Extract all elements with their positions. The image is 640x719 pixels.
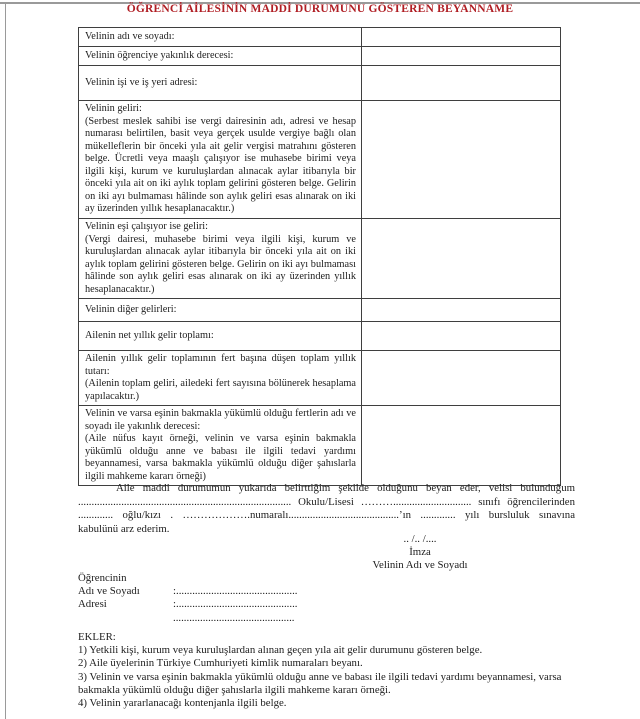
spouse-income-label-cell (79, 219, 362, 299)
row-label: Velinin ve varsa eşinin bakmakla yükümlü olduğu fertlerin adı ve soyadı ile yakınlık derecesi: (85, 408, 356, 432)
net-annual-income-value-cell (362, 322, 561, 351)
table-row (79, 406, 561, 486)
student-name-blank: :............................................. (173, 585, 298, 598)
net-annual-income-label-cell (79, 322, 362, 351)
guardian-income-label-cell (79, 101, 362, 219)
student-address-row (78, 598, 378, 611)
guardian-name-signature-label: Velinin Adı ve Soyadı (372, 559, 468, 571)
declaration-line-school-blank: ............................................................................... Okulu/Lisesi ………............................. sınıfı öğrencilerinden (78, 495, 575, 508)
job-address-value-cell (362, 66, 561, 101)
signature-block (310, 533, 530, 572)
row-label: Velinin eşi çalışıyor ise geliri: (85, 221, 208, 232)
per-capita-income-value-cell (362, 351, 561, 406)
table-row (79, 351, 561, 406)
student-name-label: Adı ve Soyadı (78, 585, 140, 598)
student-address-blank2: ............................................. (173, 611, 295, 624)
signature-label: İmza (409, 546, 431, 558)
table-row (79, 322, 561, 351)
row-description: (Serbest meslek sahibi ise vergi dairesinin adı, adresi ve hesap numarası belirtilen, basit veya gerçek usulde vergiye bağlı olan mükelleflerin bir önceki yıla ait gelir vergisi matrahını gösteren belge. Ücretli veya maaşlı çalışıyor ise muhasebe birimi veya ilgili kişi, kurum ve kuruluşlardan alınacak aylar itibarıyla bir önceki yıla ait on iki aylık toplam gelirini gösteren belge. Gelirin on iki ayı bulmaması hâlinde son aylık geliri esas alınarak on iki ay üzerinden yıllık hesaplanacaktır.) (85, 115, 356, 215)
page-title: ÖĞRENCİ AİLESİNİN MADDİ DURUMUNU GÖSTEREN BEYANNAME (126, 3, 514, 15)
relation-degree-label-cell (79, 47, 362, 66)
student-name-row (78, 585, 378, 598)
student-address-label: Adresi (78, 598, 107, 611)
job-address-label-cell (79, 66, 362, 101)
student-heading: Öğrencinin (78, 572, 127, 584)
table-row (79, 66, 561, 101)
other-income-label-cell (79, 299, 362, 322)
student-info-block (78, 572, 378, 625)
row-description: (Vergi dairesi, muhasebe birimi veya ilgili kişi, kurum ve kuruluşlardan alınacak aylar itibarıyla bir önceki yıla ait on iki aylık toplam gelirini gösteren belge. Gelirin on iki ayı bulmaması hâlinde son aylık geliri esas alınarak on iki ay üzerinden yıllık hesaplanacaktır.) (85, 233, 356, 295)
attachment-item: 4) Velinin yararlanacağı kontenjanla ilgili belge. (78, 697, 287, 710)
attachment-item: 1) Yetkili kişi, kurum veya kuruluşlardan alınan geçen yıla ait gelir durumunu gösteren belge. (78, 644, 483, 657)
table-row (79, 101, 561, 219)
row-label: Velinin diğer gelirleri: (85, 303, 177, 315)
row-label: Ailenin net yıllık gelir toplamı: (85, 329, 214, 341)
relation-degree-value-cell (362, 47, 561, 66)
table-row (79, 219, 561, 299)
table-row (79, 47, 561, 66)
row-label: Velinin adı ve soyadı: (85, 30, 175, 42)
per-capita-income-label-cell (79, 351, 362, 406)
date-blank: .. /.. /.... (403, 533, 437, 545)
dependents-value-cell (362, 406, 561, 486)
declaration-line: kabulünü arz ederim. (78, 522, 170, 535)
guardian-name-label-cell (79, 28, 362, 47)
declaration-paragraph (78, 482, 575, 536)
declaration-line-student-blank: ............. oğlu/kızı . ……………….numaralı.........................................’ın ............. yılı bursluluk sınavına (78, 509, 575, 521)
attachment-item: 2) Aile üyelerinin Türkiye Cumhuriyeti kimlik numaraları beyanı. (78, 657, 363, 670)
financial-status-table (78, 27, 561, 486)
attachments-block (78, 631, 602, 710)
attachments-heading: EKLER: (78, 631, 116, 643)
row-description: (Ailenin toplam geliri, ailedeki fert sayısına bölünerek hesaplama yapılacaktır.) (85, 378, 356, 402)
student-address-blank: :............................................. (173, 598, 298, 611)
row-label: Ailenin yıllık gelir toplamının fert başına düşen toplam yıllık tutarı: (85, 353, 356, 377)
attachment-item: 3) Velinin ve varsa eşinin bakmakla yükümlü olduğu anne ve babası ile ilgili tedavi yardımı beyannamesi, varsa bakmakla yükümlü olduğu diğer şahıslarla ilgili mahkeme kararı örneği. (78, 670, 562, 696)
guardian-name-value-cell (362, 28, 561, 47)
row-label: Velinin geliri: (85, 103, 142, 115)
spouse-income-value-cell (362, 219, 561, 299)
row-label: Velinin işi ve iş yeri adresi: (85, 76, 198, 88)
guardian-income-value-cell (362, 101, 561, 219)
row-label: Velinin öğrenciye yakınlık derecesi: (85, 49, 234, 61)
table-row (79, 28, 561, 47)
table-row (79, 299, 561, 322)
row-description: (Aile nüfus kayıt örneği, velinin ve varsa eşinin bakmakla yükümlü olduğu anne ve babası ile ilgili tedavi yardımı beyannamesi, varsa bakmakla yükümlü olduğu diğer şahıslarla ilgili mahkeme kararı örneği) (85, 433, 356, 482)
dependents-label-cell (79, 406, 362, 486)
student-address-row2 (78, 612, 378, 625)
page-scan-left-edge (5, 2, 6, 719)
declaration-line: Aile maddi durumumun yukarıda belirttiğim şekilde olduğunu beyan eder, velisi bulunduğum (116, 482, 575, 494)
other-income-value-cell (362, 299, 561, 322)
